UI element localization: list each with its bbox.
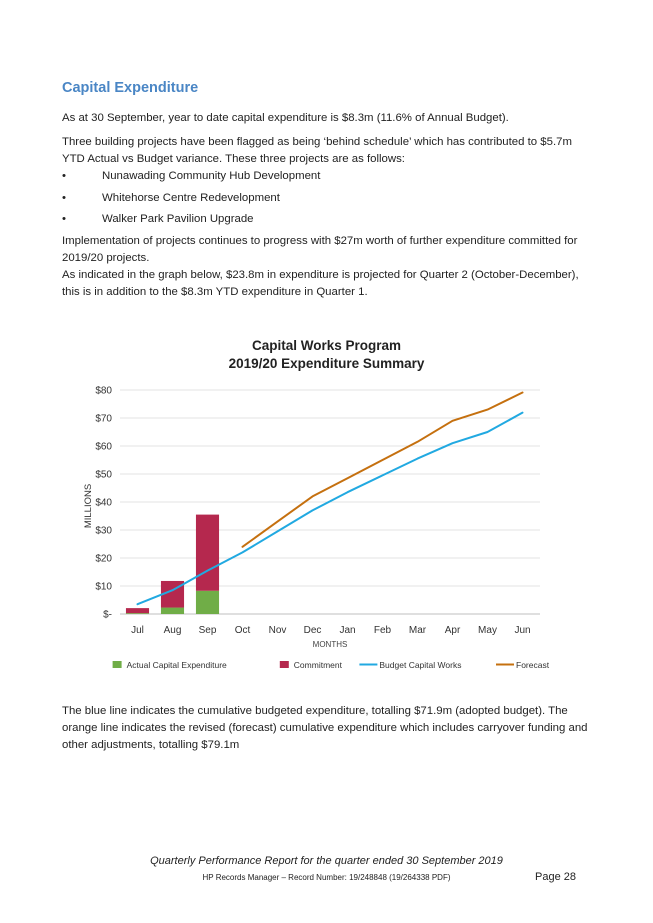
x-tick-label: Apr [444, 625, 461, 636]
footer-report-title: Quarterly Performance Report for the quarter ended 30 September 2019 [150, 855, 503, 867]
bullet-text: Nunawading Community Hub Development [102, 170, 321, 182]
bullet-text: Whitehorse Centre Redevelopment [102, 192, 280, 204]
x-axis-title: MONTHS [312, 640, 348, 649]
footer-record-number: HP Records Manager – Record Number: 19/248848 (19/264338 PDF) [202, 873, 451, 882]
x-tick-label: May [478, 625, 497, 636]
legend-swatch [280, 661, 289, 668]
x-tick-label: Nov [268, 625, 287, 636]
legend-label: Budget Capital Works [379, 660, 462, 670]
bar-actual-capital-expenditure [196, 591, 219, 614]
legend-label: Forecast [516, 660, 550, 670]
x-tick-label: Oct [234, 625, 251, 636]
bar-actual-capital-expenditure [126, 613, 149, 614]
x-tick-label: Aug [163, 625, 182, 636]
x-tick-label: Dec [303, 625, 322, 636]
line-budget-capital-works [138, 413, 523, 605]
page-number: Page 28 [535, 871, 576, 883]
chart-title-line1: Capital Works Program [251, 338, 402, 353]
paragraph-behind-schedule: Three building projects have been flagged as being ‘behind schedule’ which has contributed to $5.7m YTD Actual vs Budget variance. These three projects are as follows: [62, 136, 572, 165]
y-tick-label: $10 [95, 581, 112, 593]
y-tick-label: $70 [95, 413, 112, 425]
bullet-symbol: • [62, 213, 66, 225]
paragraph-commitments: Implementation of projects continues to progress with $27m worth of further expenditure committed for 2019/20 projects. [62, 235, 578, 264]
legend-label: Actual Capital Expenditure [126, 660, 227, 670]
line-forecast [243, 393, 523, 547]
bullet-symbol: • [62, 170, 66, 182]
section-title: Capital Expenditure [62, 80, 199, 96]
x-tick-label: Jun [514, 625, 531, 636]
bar-commitment [196, 515, 219, 591]
bullet-text: Walker Park Pavilion Upgrade [102, 213, 254, 225]
x-tick-label: Jul [131, 625, 144, 636]
y-tick-label: $80 [95, 385, 112, 397]
y-tick-label: $- [103, 609, 112, 621]
y-tick-label: $30 [95, 525, 112, 537]
y-axis-title: MILLIONS [83, 483, 94, 529]
y-tick-label: $60 [95, 441, 112, 453]
x-tick-label: Mar [408, 625, 427, 636]
paragraph-line-explanation: The blue line indicates the cumulative budgeted expenditure, totalling $71.9m (adopted budget). The orange line indicates the revised (forecast) cumulative expenditure which includes carryover funding and other adjustments, totalling $79.1m [62, 705, 588, 751]
legend-label: Commitment [293, 660, 342, 670]
bar-commitment [126, 608, 149, 613]
bar-actual-capital-expenditure [161, 608, 184, 614]
y-tick-label: $50 [95, 469, 112, 481]
bullet-symbol: • [62, 192, 66, 204]
chart-title-line2: 2019/20 Expenditure Summary [228, 356, 425, 371]
paragraph-ytd-expenditure: As at 30 September, year to date capital expenditure is $8.3m (11.6% of Annual Budget). [62, 112, 509, 124]
y-tick-label: $40 [95, 497, 112, 509]
x-tick-label: Jan [339, 625, 356, 636]
x-tick-label: Feb [373, 625, 392, 636]
paragraph-q2-projection: As indicated in the graph below, $23.8m in expenditure is projected for Quarter 2 (October-December), this is in addition to the $8.3m YTD expenditure in Quarter 1. [62, 269, 579, 298]
y-tick-label: $20 [95, 553, 112, 565]
x-tick-label: Sep [198, 625, 217, 636]
legend-swatch [113, 661, 122, 668]
